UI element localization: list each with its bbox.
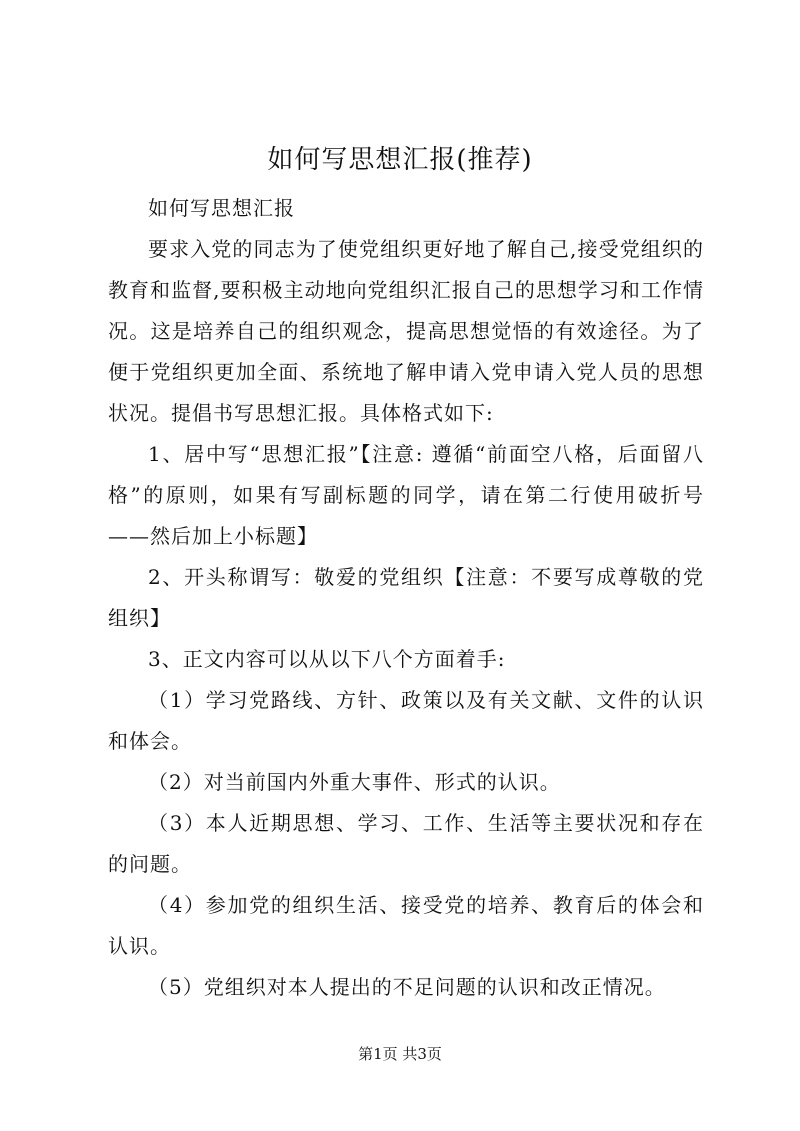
paragraph-format-1: 1、居中写“思想汇报”【注意: 遵循“前面空八格，后面留八格”的原则，如果有写副标题的同学，请在第二行使用破折号——然后加上小标题】 xyxy=(108,442,704,548)
paragraph-format-2: 2、开头称谓写：敬爱的党组织【注意：不要写成尊敬的党组织】 xyxy=(108,565,704,630)
document-title: 如何写思想汇报(推荐) xyxy=(267,145,533,175)
document-body xyxy=(108,188,704,1008)
paragraph-format-3: 3、正文内容可以从以下八个方面着手: xyxy=(148,647,506,671)
paragraph-intro: 要求入党的同志为了使党组织更好地了解自己,接受党组织的教育和监督,要积极主动地向党组织汇报自己的思想学习和工作情况。这是培养自己的组织观念，提高思想觉悟的有效途径。为了便于党组织更加全面、系统地了解申请入党申请入党人员的思想状况。提倡书写思想汇报。具体格式如下: xyxy=(108,237,704,425)
paragraph-item-4: （4）参加党的组织生活、接受党的培养、教育后的体会和认识。 xyxy=(108,893,704,958)
paragraph-item-5: （5）党组织对本人提出的不足问题的认识和改正情况。 xyxy=(148,975,666,999)
paragraph-item-1: （1）学习党路线、方针、政策以及有关文献、文件的认识和体会。 xyxy=(108,688,704,753)
page-footer: 第1页 共3页 xyxy=(358,1045,442,1063)
paragraph-item-2: （2）对当前国内外重大事件、形式的认识。 xyxy=(148,770,561,794)
paragraph-item-3: （3）本人近期思想、学习、工作、生活等主要状况和存在的问题。 xyxy=(108,811,704,876)
paragraph-subtitle: 如何写思想汇报 xyxy=(148,196,295,220)
